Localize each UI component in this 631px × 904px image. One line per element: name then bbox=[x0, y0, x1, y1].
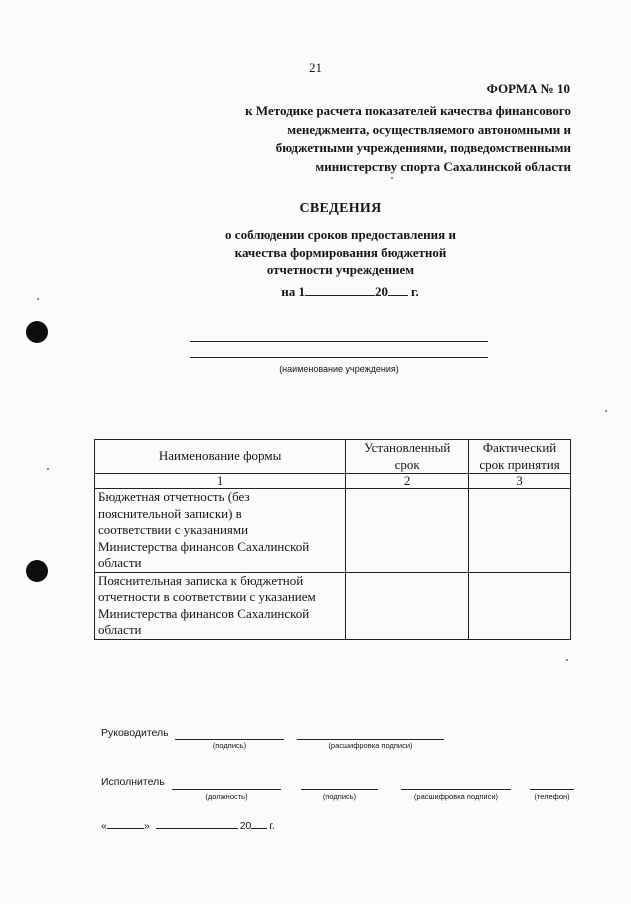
executor-phone-caption: (телефон) bbox=[534, 792, 570, 801]
table-row bbox=[95, 572, 571, 639]
scan-speck bbox=[37, 298, 39, 300]
document-title: СВЕДЕНИЯ bbox=[299, 201, 382, 216]
page-number: 21 bbox=[309, 60, 322, 75]
date-year-blank bbox=[388, 283, 408, 296]
column-number: 2 bbox=[346, 474, 469, 489]
executor-phone-line[interactable] bbox=[530, 789, 574, 790]
institution-name-line bbox=[190, 341, 488, 342]
executor-decoding-line[interactable] bbox=[401, 789, 511, 790]
executor-decoding-caption: (расшифровка подписи) bbox=[413, 792, 499, 801]
row-form-name-line: области bbox=[98, 622, 142, 637]
column-number: 1 bbox=[95, 474, 346, 489]
date-year-prefix: 20 bbox=[239, 820, 252, 832]
row-form-name-line: области bbox=[98, 555, 142, 570]
scan-speck bbox=[566, 659, 568, 661]
subtitle-line: качества формирования бюджетной bbox=[234, 244, 447, 260]
scan-speck bbox=[47, 468, 49, 470]
head-signature-line[interactable] bbox=[175, 739, 284, 740]
row-form-name-line: Бюджетная отчетность (без bbox=[98, 489, 250, 504]
method-note bbox=[245, 102, 571, 176]
subtitle-line: отчетности учреждением bbox=[266, 262, 415, 277]
deadlines-table bbox=[94, 439, 571, 640]
institution-name-line bbox=[190, 357, 488, 358]
date-prefix: на 1 bbox=[281, 284, 306, 299]
head-label: Руководитель bbox=[101, 727, 169, 739]
date-suffix: г. bbox=[411, 284, 419, 299]
table-header-row bbox=[95, 440, 571, 474]
scan-speck bbox=[391, 177, 393, 179]
table-row bbox=[95, 489, 571, 573]
header-actual-term-line: срок принятия bbox=[479, 456, 560, 472]
punch-hole bbox=[26, 321, 48, 343]
punch-hole bbox=[26, 560, 48, 582]
date-open-quote: « bbox=[101, 820, 107, 832]
method-note-line: министерству спорта Сахалинской области bbox=[315, 158, 571, 174]
executor-position-caption: (должность) bbox=[205, 792, 248, 801]
row-actual-term-cell[interactable] bbox=[469, 489, 571, 573]
row-actual-term-cell[interactable] bbox=[469, 572, 571, 639]
column-number: 3 bbox=[469, 474, 571, 489]
date-month-blank[interactable] bbox=[156, 818, 238, 829]
header-set-term-line: Установленный bbox=[364, 440, 451, 455]
date-day-month-blank bbox=[305, 283, 375, 296]
row-form-name-line: соответствии с указаниями bbox=[98, 522, 249, 537]
row-set-term-cell[interactable] bbox=[346, 489, 469, 573]
signing-date-line bbox=[101, 818, 275, 832]
row-set-term-cell[interactable] bbox=[346, 572, 469, 639]
row-form-name-line: пояснительной записки) в bbox=[98, 505, 242, 521]
method-note-line: бюджетными учреждениями, подведомственными bbox=[275, 140, 571, 156]
date-suffix: г. bbox=[269, 820, 275, 832]
header-set-term bbox=[346, 440, 469, 474]
executor-position-line[interactable] bbox=[172, 789, 281, 790]
form-label: ФОРМА № 10 bbox=[486, 81, 570, 96]
header-actual-term bbox=[469, 440, 571, 474]
row-form-name bbox=[95, 489, 346, 573]
head-decoding-line[interactable] bbox=[297, 739, 444, 740]
executor-label: Исполнитель bbox=[101, 776, 165, 788]
date-day-blank[interactable] bbox=[107, 818, 144, 829]
row-form-name-line: отчетности в соответствии с указанием bbox=[98, 589, 316, 604]
executor-signature-line[interactable] bbox=[301, 789, 378, 790]
executor-signature-caption: (подпись) bbox=[322, 792, 357, 801]
date-close-quote: » bbox=[143, 820, 150, 832]
date-year-blank[interactable] bbox=[251, 818, 267, 829]
row-form-name-line: Пояснительная записка к бюджетной bbox=[98, 572, 304, 588]
scan-speck bbox=[605, 410, 607, 412]
head-signature-caption: (подпись) bbox=[212, 741, 247, 750]
institution-caption: (наименование учреждения) bbox=[279, 364, 399, 374]
table-number-row bbox=[95, 474, 571, 489]
header-actual-term-line: Фактический bbox=[482, 440, 557, 455]
method-note-line: к Методике расчета показателей качества финансового bbox=[245, 103, 571, 118]
header-form-name: Наименование формы bbox=[95, 440, 346, 474]
document-subtitle bbox=[0, 226, 631, 279]
row-form-name bbox=[95, 572, 346, 639]
row-form-name-line: Министерства финансов Сахалинской bbox=[98, 538, 310, 554]
row-form-name-line: Министерства финансов Сахалинской bbox=[98, 605, 310, 621]
head-decoding-caption: (расшифровка подписи) bbox=[328, 741, 413, 750]
date-year-prefix: 20 bbox=[375, 284, 389, 299]
subtitle-line: о соблюдении сроков предоставления и bbox=[225, 227, 456, 242]
method-note-line: менеджмента, осуществляемого автономными и bbox=[287, 121, 571, 137]
report-date-line bbox=[0, 283, 631, 300]
header-set-term-line: срок bbox=[394, 456, 420, 472]
